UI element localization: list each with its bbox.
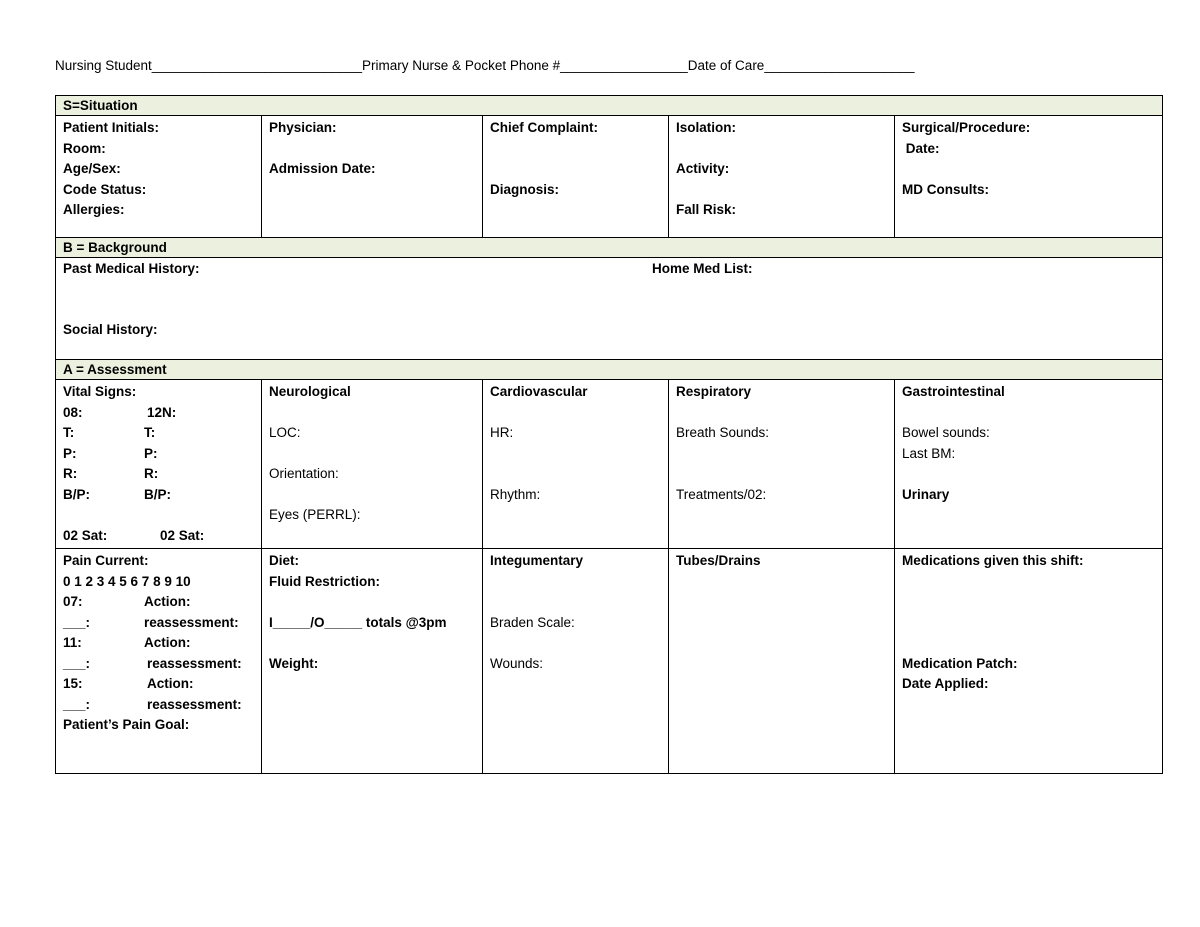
medication-patch-label: Medication Patch: [902,655,1018,671]
pain-current-label: Pain Current: [63,553,149,568]
physician-cell[interactable] [262,116,483,238]
orientation-label: Orientation: [269,466,339,481]
pain-time-15: 15: [63,676,83,691]
complaint-cell[interactable] [483,116,669,238]
pain-action-11: Action: [144,635,191,650]
situation-header: S=Situation [56,96,1163,116]
background-header: B = Background [56,238,1163,258]
o2-08-label: 02 Sat: [63,527,108,543]
treatments-o2-label: Treatments/02: [676,486,767,502]
pain-time-07: 07: [63,594,83,609]
bp-08-label: B/P: [63,486,90,502]
o2-12n-label: 02 Sat: [160,527,205,543]
fluid-restriction-label: Fluid Restriction: [269,573,380,589]
resp-12n-label: R: [144,466,159,481]
home-med-list-label: Home Med List: [652,261,753,276]
diet-cell[interactable] [262,549,483,774]
gastrointestinal-title: Gastrointestinal [902,384,1005,399]
activity-label: Activity: [676,161,730,176]
respiratory-title: Respiratory [676,384,752,399]
surgical-procedure-label: Surgical/Procedure: [902,120,1031,135]
isolation-label: Isolation: [676,120,736,135]
sbar-form-table [55,95,1163,774]
pain-reassess-1: reassessment: [144,614,239,630]
integumentary-cell[interactable] [483,549,669,774]
pain-action-15: Action: [147,676,194,691]
vital-signs-cell[interactable] [56,380,262,549]
bowel-sounds-label: Bowel sounds: [902,425,990,440]
tubes-drains-cell[interactable] [669,549,895,774]
social-history-label: Social History: [63,322,158,337]
medications-given-label: Medications given this shift: [902,553,1084,568]
pain-reassess-time-2: ___: [63,655,91,671]
eyes-perrl-label: Eyes (PERRL): [269,507,361,522]
nursing-student-field[interactable]: Nursing Student____________________________ [55,58,363,73]
medications-cell[interactable] [895,549,1163,774]
pain-reassess-2: reassessment: [147,655,242,671]
neurological-cell[interactable] [262,380,483,549]
resp-08-label: R: [63,466,78,481]
admission-date-label: Admission Date: [269,161,376,176]
surgical-cell[interactable] [895,116,1163,238]
loc-label: LOC: [269,425,301,440]
cardiovascular-cell[interactable] [483,380,669,549]
pulse-08-label: P: [63,445,77,461]
cardiovascular-title: Cardiovascular [490,384,588,399]
integumentary-title: Integumentary [490,553,584,568]
time-12n-label: 12N: [147,404,177,420]
bp-12n-label: B/P: [144,486,171,502]
weight-label: Weight: [269,655,319,671]
past-medical-history-label: Past Medical History: [63,261,200,276]
pain-goal-label: Patient’s Pain Goal: [63,717,190,732]
hr-label: HR: [490,425,514,440]
pain-scale: 0 1 2 3 4 5 6 7 8 9 10 [63,573,191,589]
diet-label: Diet: [269,553,299,568]
pain-reassess-time-1: ___: [63,614,91,630]
breath-sounds-label: Breath Sounds: [676,425,770,440]
chief-complaint-label: Chief Complaint: [490,120,598,135]
last-bm-label: Last BM: [902,445,956,461]
pain-action-07: Action: [144,594,191,609]
tubes-drains-title: Tubes/Drains [676,553,761,568]
io-totals-label: I_____/O_____ totals @3pm [269,614,447,630]
assessment-header: A = Assessment [56,360,1163,380]
background-cell[interactable] [56,258,1163,360]
age-sex-label: Age/Sex: [63,161,121,176]
primary-nurse-field[interactable]: Primary Nurse & Pocket Phone #_________________ [362,58,688,73]
pain-cell[interactable] [56,549,262,774]
pulse-12n-label: P: [144,445,158,461]
rhythm-label: Rhythm: [490,486,541,502]
fall-risk-label: Fall Risk: [676,202,737,217]
vital-signs-title: Vital Signs: [63,384,137,399]
room-label: Room: [63,140,106,156]
isolation-cell[interactable] [669,116,895,238]
gastrointestinal-cell[interactable] [895,380,1163,549]
date-of-care-field[interactable]: Date of Care____________________ [687,58,915,73]
pain-reassess-time-3: ___: [63,696,91,712]
neurological-title: Neurological [269,384,351,399]
braden-scale-label: Braden Scale: [490,614,575,630]
respiratory-cell[interactable] [669,380,895,549]
allergies-label: Allergies: [63,202,125,217]
form-header [55,58,1165,73]
pain-reassess-3: reassessment: [147,696,242,712]
physician-label: Physician: [269,120,337,135]
patient-initials-label: Patient Initials: [63,120,160,135]
code-status-label: Code Status: [63,181,147,197]
pain-time-11: 11: [63,635,82,650]
diagnosis-label: Diagnosis: [490,181,560,197]
patient-info-cell[interactable] [56,116,262,238]
date-applied-label: Date Applied: [902,676,989,691]
temp-12n-label: T: [144,425,156,440]
urinary-title: Urinary [902,486,950,502]
wounds-label: Wounds: [490,655,544,671]
surgical-date-label: Date: [902,140,940,156]
md-consults-label: MD Consults: [902,181,989,197]
temp-08-label: T: [63,425,75,440]
time-08-label: 08: [63,404,83,420]
